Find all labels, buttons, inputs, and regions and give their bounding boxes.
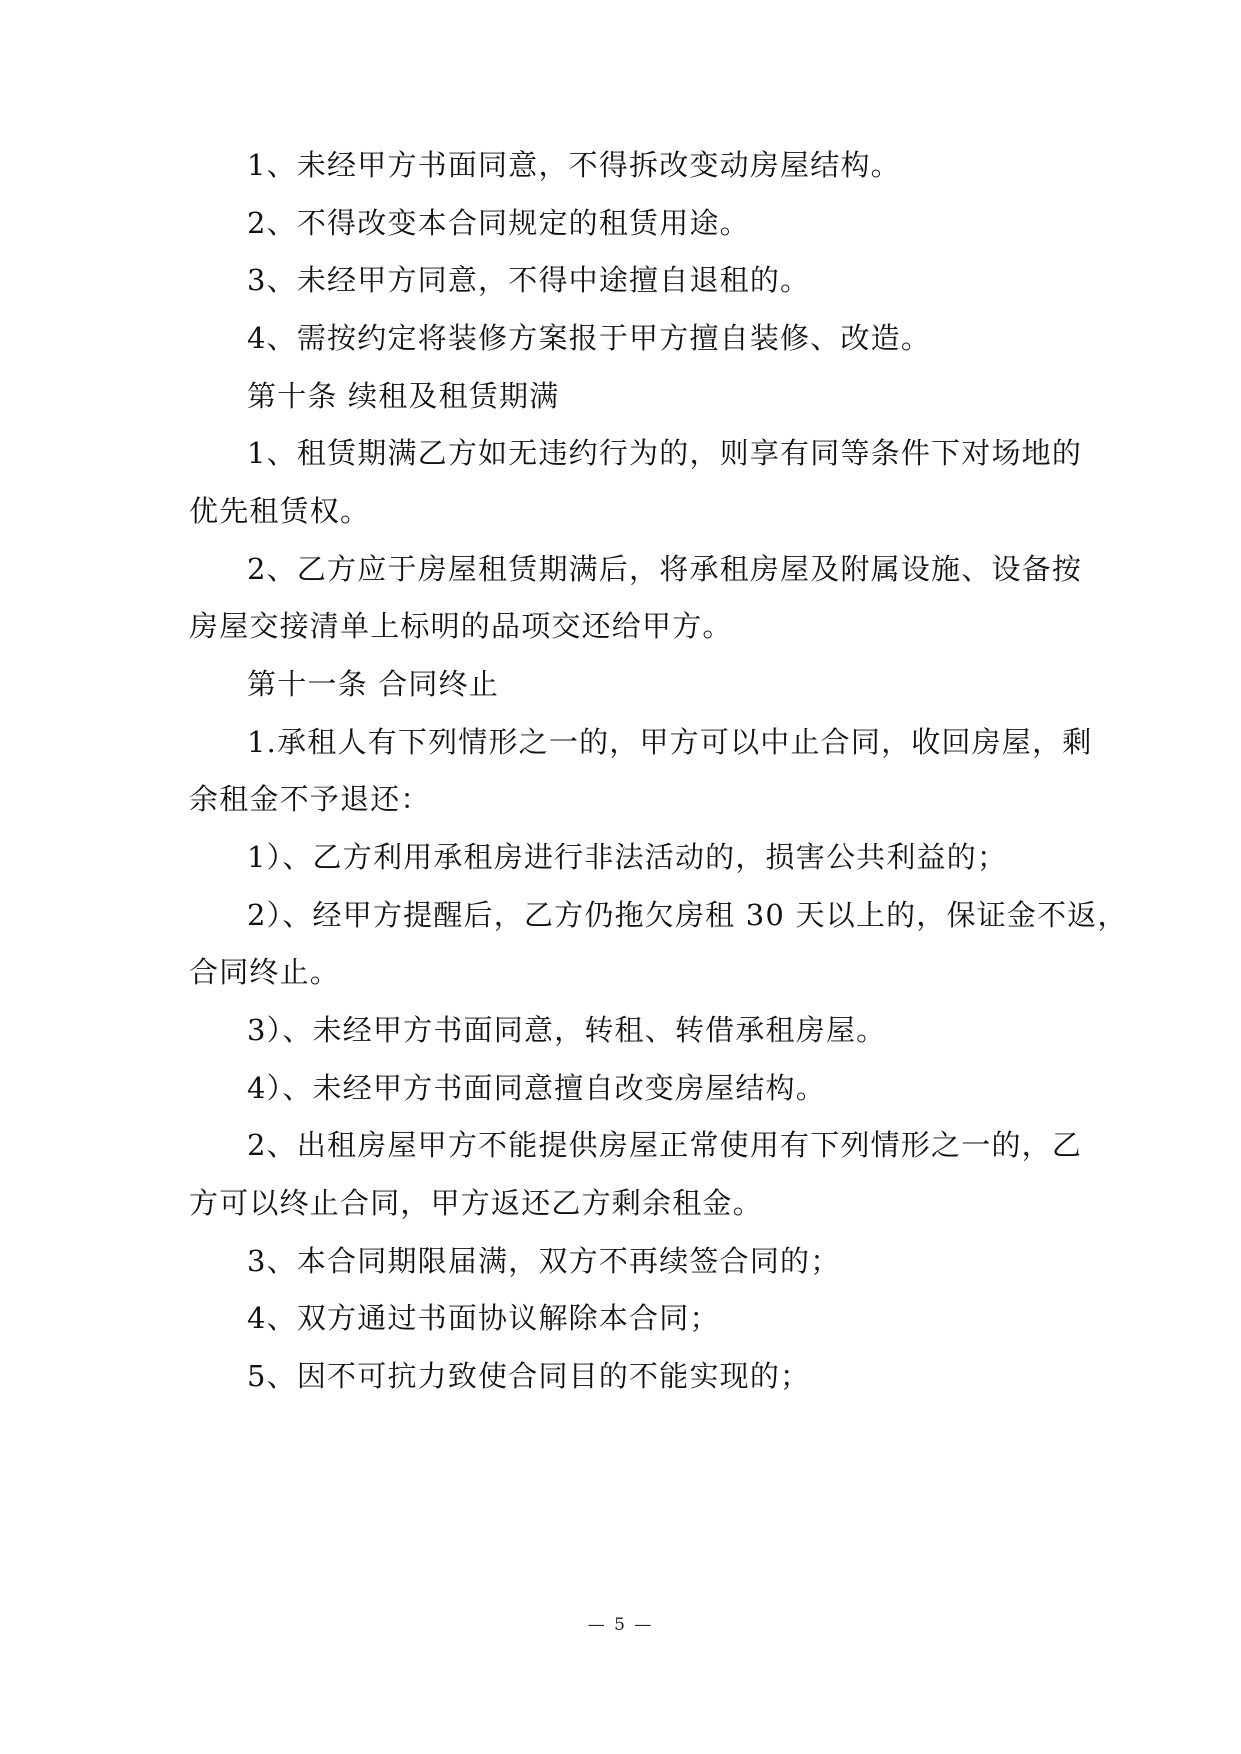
paragraph-line: 4）、未经甲方书面同意擅自改变房屋结构。 bbox=[247, 1071, 826, 1105]
page-number: — 5 — bbox=[587, 1615, 654, 1635]
paragraph-line: 1、租赁期满乙方如无违约行为的，则享有同等条件下对场地的 bbox=[247, 436, 1083, 470]
paragraph-line: 合同终止。 bbox=[189, 955, 341, 989]
paragraph-line: 4、双方通过书面协议解除本合同； bbox=[247, 1301, 720, 1335]
paragraph-line: 1）、乙方利用承租房进行非法活动的，损害公共利益的； bbox=[247, 840, 1008, 874]
paragraph-line: 3）、未经甲方书面同意，转租、转借承租房屋。 bbox=[247, 1013, 887, 1047]
paragraph-line: 1、未经甲方书面同意，不得拆改变动房屋结构。 bbox=[247, 148, 901, 182]
paragraph-line: 2、出租房屋甲方不能提供房屋正常使用有下列情形之一的，乙 bbox=[247, 1128, 1083, 1162]
paragraph-line: 2）、经甲方提醒后，乙方仍拖欠房租 30 天以上的，保证金不返， bbox=[247, 898, 1128, 932]
paragraph-line: 3、本合同期限届满，双方不再续签合同的； bbox=[247, 1244, 841, 1278]
paragraph-line: 2、乙方应于房屋租赁期满后，将承租房屋及附属设施、设备按 bbox=[247, 552, 1083, 586]
paragraph-line: 2、不得改变本合同规定的租赁用途。 bbox=[247, 206, 750, 240]
paragraph-line: 3、未经甲方同意，不得中途擅自退租的。 bbox=[247, 263, 811, 297]
paragraph-line: 1.承租人有下列情形之一的，甲方可以中止合同，收回房屋，剩 bbox=[247, 725, 1093, 759]
paragraph-line: 方可以终止合同，甲方返还乙方剩余租金。 bbox=[189, 1186, 763, 1220]
paragraph-line: 4、需按约定将装修方案报于甲方擅自装修、改造。 bbox=[247, 321, 932, 355]
paragraph-line: 余租金不予退还： bbox=[189, 782, 431, 816]
paragraph-line: 5、因不可抗力致使合同目的不能实现的； bbox=[247, 1359, 811, 1393]
paragraph-line: 优先租赁权。 bbox=[189, 494, 371, 528]
section-heading: 第十一条 合同终止 bbox=[247, 667, 500, 701]
paragraph-line: 房屋交接清单上标明的品项交还给甲方。 bbox=[189, 609, 733, 643]
section-heading: 第十条 续租及租赁期满 bbox=[247, 379, 560, 413]
